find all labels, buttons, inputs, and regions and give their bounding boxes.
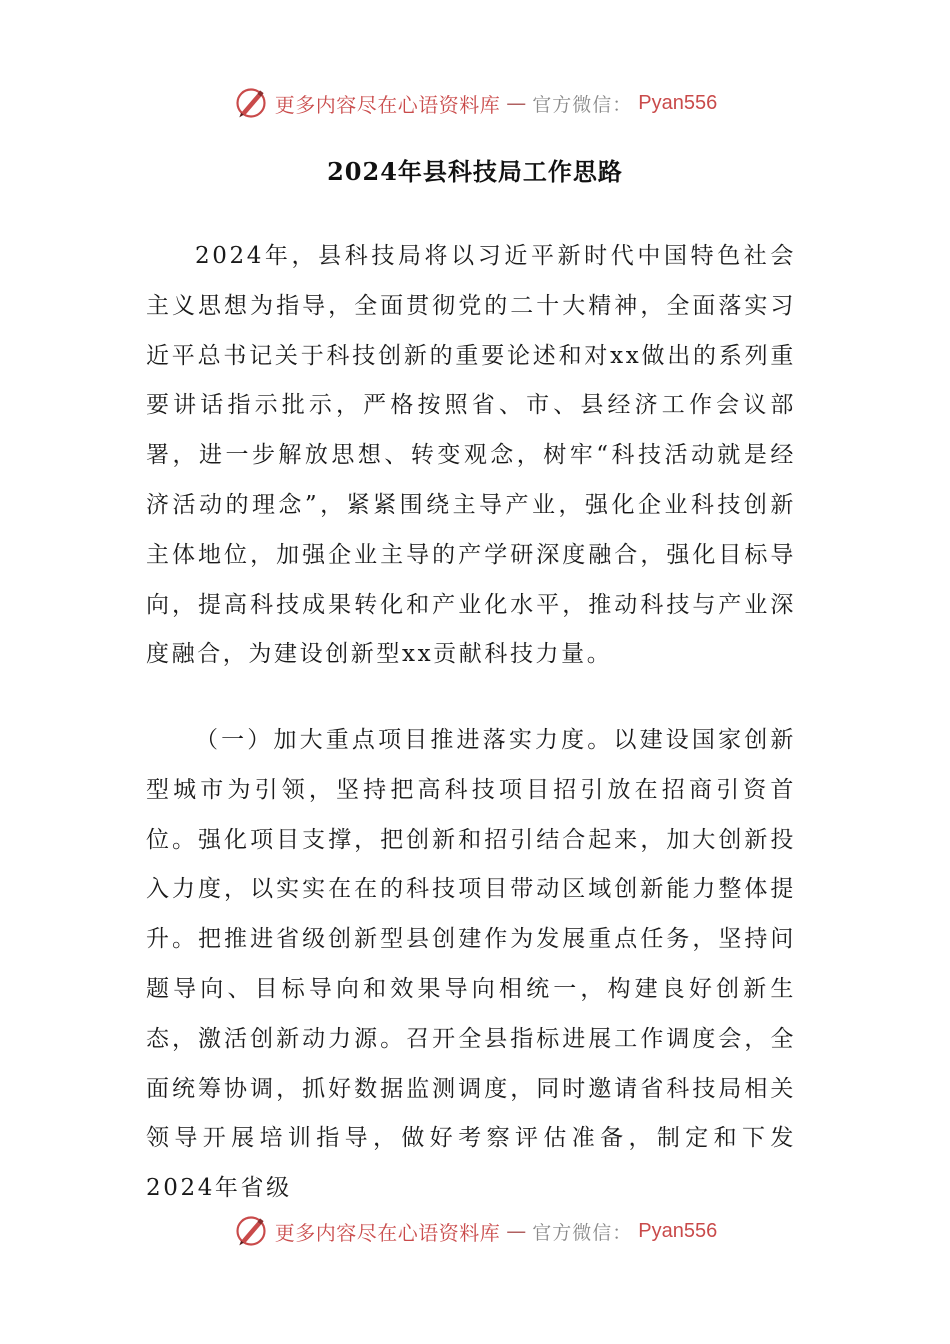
watermark-main-text: 更多内容尽在心语资料库: [274, 92, 501, 117]
watermark-contact-label: 官方微信：: [532, 93, 633, 116]
pen-logo-icon: [233, 1213, 269, 1249]
body-paragraph-1: 2024年，县科技局将以习近平新时代中国特色社会主义思想为指导，全面贯彻党的二十大精神，全面落实习近平总书记关于科技创新的重要论述和对xx做出的系列重要讲话指示批示，严格按照省、市、县经济工作会议部署，进一步解放思想、转变观念，树牢“科技活动就是经济活动的理念”，紧紧围绕主导产业，强化企业科技创新主体地位，加强企业主导的产学研深度融合，强化目标导向，提高科技成果转化和产业化水平，推动科技与产业深度融合，为建设创新型xx贡献科技力量。: [146, 243, 796, 668]
footer-watermark: [0, 1211, 950, 1251]
header-watermark: [0, 83, 950, 123]
watermark-contact-id: Pyan556: [638, 91, 718, 114]
watermark-main-text: 更多内容尽在心语资料库: [274, 1220, 501, 1245]
watermark-dash: —: [506, 1219, 527, 1243]
pen-logo-icon: [233, 85, 269, 121]
body-paragraph-2: （一）加大重点项目推进落实力度。以建设国家创新型城市为引领，坚持把高科技项目招引放在招商引资首位。强化项目支撑，把创新和招引结合起来，加大创新投入力度，以实实在在的科技项目带动区域创新能力整体提升。把推进省级创新型县创建作为发展重点任务，坚持问题导向、目标导向和效果导向相统一，构建良好创新生态，激活创新动力源。召开全县指标进展工作调度会，全面统筹协调，抓好数据监测调度，同时邀请省科技局相关领导开展培训指导，做好考察评估准备，制定和下发2024年省级: [146, 727, 796, 1202]
watermark-dash: —: [506, 91, 527, 115]
document-title: 2024年县科技局工作思路: [327, 157, 623, 186]
watermark-contact-id: Pyan556: [638, 1219, 718, 1242]
watermark-contact-label: 官方微信：: [532, 1221, 633, 1244]
